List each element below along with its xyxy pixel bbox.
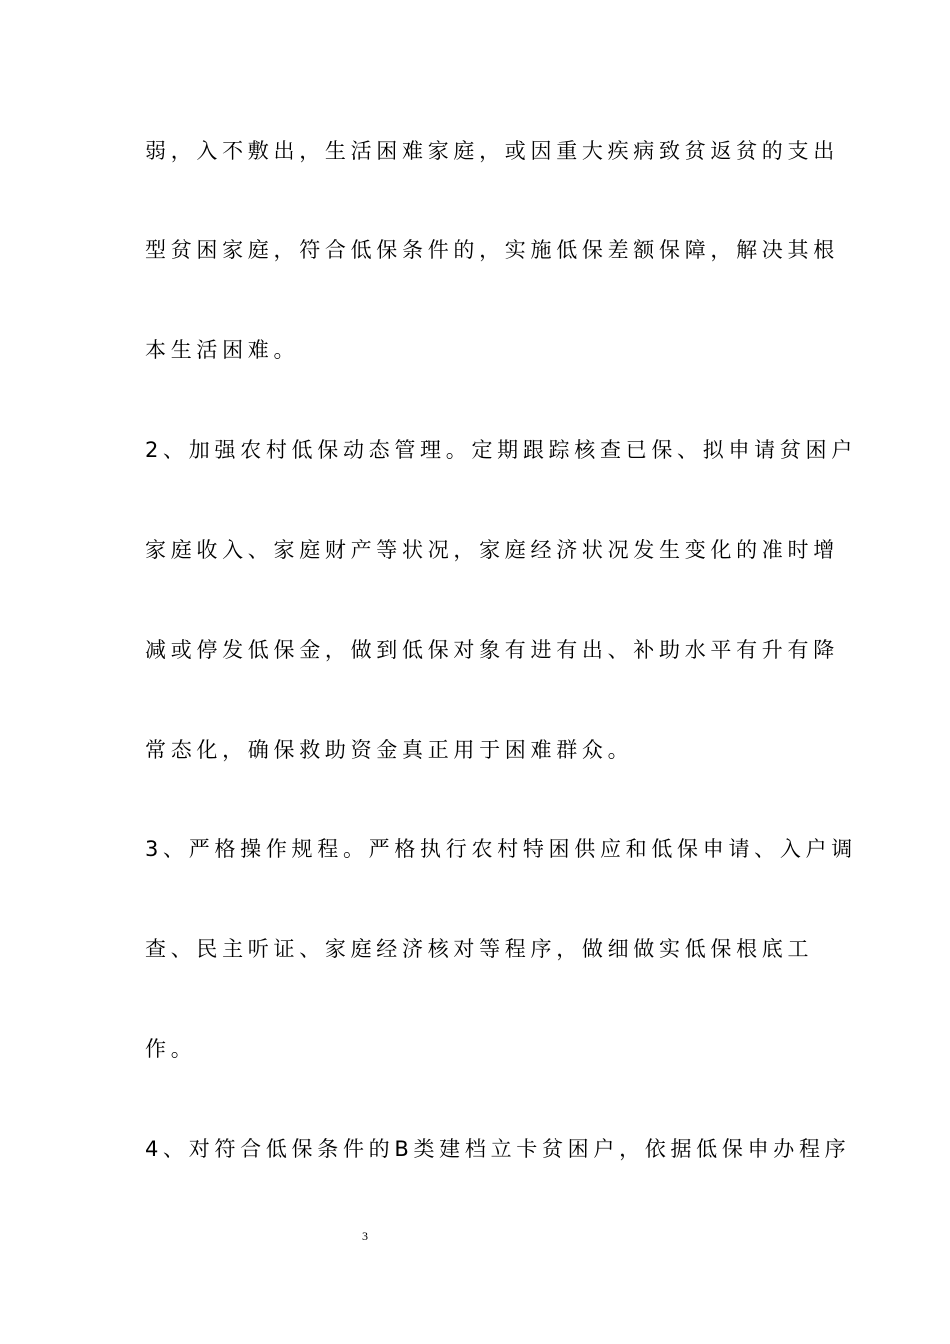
- page-number: 3: [362, 1229, 368, 1243]
- text-line-6: 减或停发低保金，做到低保对象有进有出、补助水平有升有降: [145, 638, 839, 662]
- text-line-4: 2、加强农村低保动态管理。定期跟踪核查已保、拟申请贫困户: [145, 438, 857, 462]
- text-line-9: 查、民主听证、家庭经济核对等程序，做细做实低保根底工: [145, 937, 814, 961]
- text-line-1: 弱，入不敷出，生活困难家庭，或因重大疾病致贫返贫的支出: [145, 139, 839, 163]
- text-line-10: 作。: [145, 1037, 197, 1061]
- text-line-11: 4、对符合低保条件的B类建档立卡贫困户，依据低保申办程序: [145, 1137, 851, 1161]
- text-line-5: 家庭收入、家庭财产等状况，家庭经济状况发生变化的准时增: [145, 538, 839, 562]
- text-line-3: 本生活困难。: [145, 338, 300, 362]
- text-line-8: 3、严格操作规程。严格执行农村特困供应和低保申请、入户调: [145, 837, 857, 861]
- text-line-7: 常态化，确保救助资金真正用于困难群众。: [145, 738, 634, 762]
- text-line-2: 型贫困家庭，符合低保条件的，实施低保差额保障，解决其根: [145, 238, 839, 262]
